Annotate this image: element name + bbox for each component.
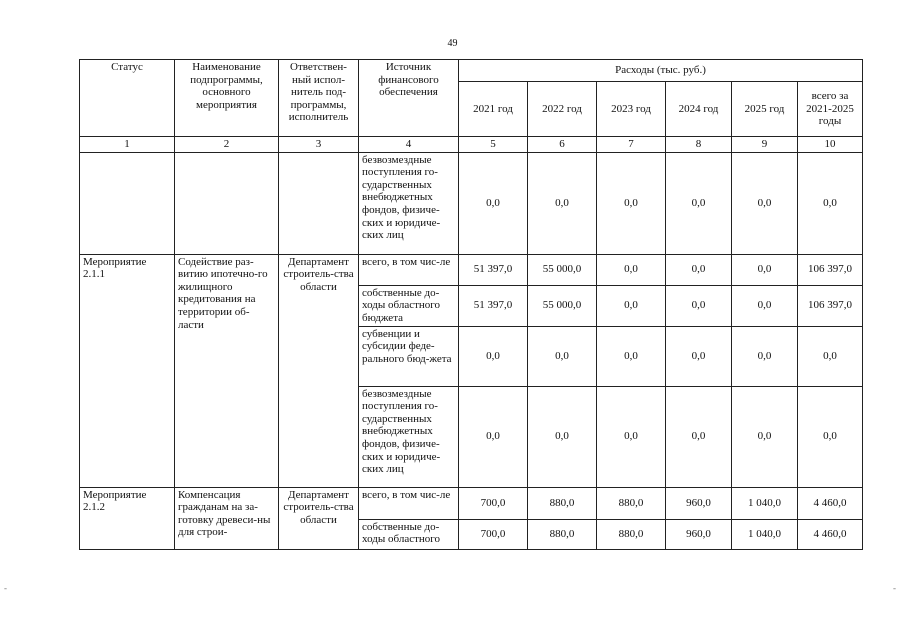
column-index: 8 bbox=[666, 137, 732, 153]
value-cell: 0,0 bbox=[666, 285, 732, 326]
value-cell: 0,0 bbox=[732, 326, 798, 386]
header-total: всего за 2021-2025 годы bbox=[798, 82, 863, 137]
budget-table bbox=[79, 59, 863, 550]
header-year-2025: 2025 год bbox=[732, 82, 798, 137]
value-cell: 0,0 bbox=[597, 326, 666, 386]
scan-mark-right: - bbox=[893, 583, 896, 593]
value-cell: 0,0 bbox=[666, 386, 732, 487]
name-cell-empty bbox=[175, 152, 279, 254]
value-cell: 0,0 bbox=[732, 285, 798, 326]
value-cell: 0,0 bbox=[459, 152, 528, 254]
source-cell: собственные до-ходы областного bbox=[359, 519, 459, 549]
value-cell: 0,0 bbox=[528, 386, 597, 487]
header-row-top bbox=[80, 60, 863, 82]
value-cell: 106 397,0 bbox=[798, 285, 863, 326]
value-cell: 0,0 bbox=[528, 152, 597, 254]
value-cell: 0,0 bbox=[798, 326, 863, 386]
value-cell: 55 000,0 bbox=[528, 285, 597, 326]
value-cell: 0,0 bbox=[798, 152, 863, 254]
value-cell: 4 460,0 bbox=[798, 519, 863, 549]
value-cell: 0,0 bbox=[597, 386, 666, 487]
value-cell: 0,0 bbox=[597, 285, 666, 326]
column-index: 5 bbox=[459, 137, 528, 153]
header-responsible: Ответствен-ный испол-нитель под-программы, исполнитель bbox=[279, 60, 359, 137]
status-cell: Мероприятие 2.1.2 bbox=[80, 487, 175, 549]
value-cell: 960,0 bbox=[666, 519, 732, 549]
value-cell: 55 000,0 bbox=[528, 254, 597, 285]
value-cell: 960,0 bbox=[666, 487, 732, 519]
scan-mark-left: - bbox=[4, 583, 7, 593]
column-index: 9 bbox=[732, 137, 798, 153]
header-status: Статус bbox=[80, 60, 175, 137]
status-cell-empty bbox=[80, 152, 175, 254]
source-cell: всего, в том чис-ле bbox=[359, 487, 459, 519]
source-cell: всего, в том чис-ле bbox=[359, 254, 459, 285]
table-row bbox=[80, 487, 863, 519]
value-cell: 0,0 bbox=[597, 152, 666, 254]
header-expenses: Расходы (тыс. руб.) bbox=[459, 60, 863, 82]
name-cell: Компенсация гражданам на за-готовку древеси-ны для строи- bbox=[175, 487, 279, 549]
column-index: 1 bbox=[80, 137, 175, 153]
value-cell: 0,0 bbox=[459, 386, 528, 487]
page-number: 49 bbox=[447, 38, 458, 49]
value-cell: 0,0 bbox=[798, 386, 863, 487]
status-cell: Мероприятие 2.1.1 bbox=[80, 254, 175, 487]
column-index-row bbox=[80, 137, 863, 153]
source-cell: собственные до-ходы областного бюджета bbox=[359, 285, 459, 326]
header-name: Наименование подпрограммы, основного мероприятия bbox=[175, 60, 279, 137]
value-cell: 880,0 bbox=[597, 519, 666, 549]
value-cell: 0,0 bbox=[597, 254, 666, 285]
header-year-2021: 2021 год bbox=[459, 82, 528, 137]
header-year-2023: 2023 год bbox=[597, 82, 666, 137]
value-cell: 4 460,0 bbox=[798, 487, 863, 519]
value-cell: 106 397,0 bbox=[798, 254, 863, 285]
value-cell: 0,0 bbox=[666, 152, 732, 254]
column-index: 4 bbox=[359, 137, 459, 153]
source-cell: субвенции и субсидии феде-рального бюд-жета bbox=[359, 326, 459, 386]
header-year-2022: 2022 год bbox=[528, 82, 597, 137]
value-cell: 0,0 bbox=[459, 326, 528, 386]
value-cell: 0,0 bbox=[666, 254, 732, 285]
value-cell: 51 397,0 bbox=[459, 285, 528, 326]
value-cell: 1 040,0 bbox=[732, 519, 798, 549]
header-year-2024: 2024 год bbox=[666, 82, 732, 137]
name-cell: Содействие раз-витию ипотечно-го жилищного кредитования на территории об-ласти bbox=[175, 254, 279, 487]
responsible-cell-empty bbox=[279, 152, 359, 254]
column-index: 3 bbox=[279, 137, 359, 153]
responsible-cell: Департамент строитель-ства области bbox=[279, 487, 359, 549]
value-cell: 880,0 bbox=[528, 519, 597, 549]
value-cell: 1 040,0 bbox=[732, 487, 798, 519]
column-index: 7 bbox=[597, 137, 666, 153]
table-row bbox=[80, 152, 863, 254]
column-index: 10 bbox=[798, 137, 863, 153]
table-row bbox=[80, 254, 863, 285]
value-cell: 0,0 bbox=[732, 386, 798, 487]
column-index: 6 bbox=[528, 137, 597, 153]
header-source: Источник финансового обеспечения bbox=[359, 60, 459, 137]
value-cell: 0,0 bbox=[528, 326, 597, 386]
column-index: 2 bbox=[175, 137, 279, 153]
value-cell: 880,0 bbox=[528, 487, 597, 519]
source-cell: безвозмездные поступления го-сударственных внебюджетных фондов, физиче-ских и юридиче-ских лиц bbox=[359, 152, 459, 254]
responsible-cell: Департамент строитель-ства области bbox=[279, 254, 359, 487]
value-cell: 700,0 bbox=[459, 487, 528, 519]
value-cell: 51 397,0 bbox=[459, 254, 528, 285]
value-cell: 0,0 bbox=[666, 326, 732, 386]
value-cell: 0,0 bbox=[732, 254, 798, 285]
value-cell: 880,0 bbox=[597, 487, 666, 519]
value-cell: 700,0 bbox=[459, 519, 528, 549]
value-cell: 0,0 bbox=[732, 152, 798, 254]
source-cell: безвозмездные поступления го-сударственных внебюджетных фондов, физиче-ских и юридиче-ских лиц bbox=[359, 386, 459, 487]
